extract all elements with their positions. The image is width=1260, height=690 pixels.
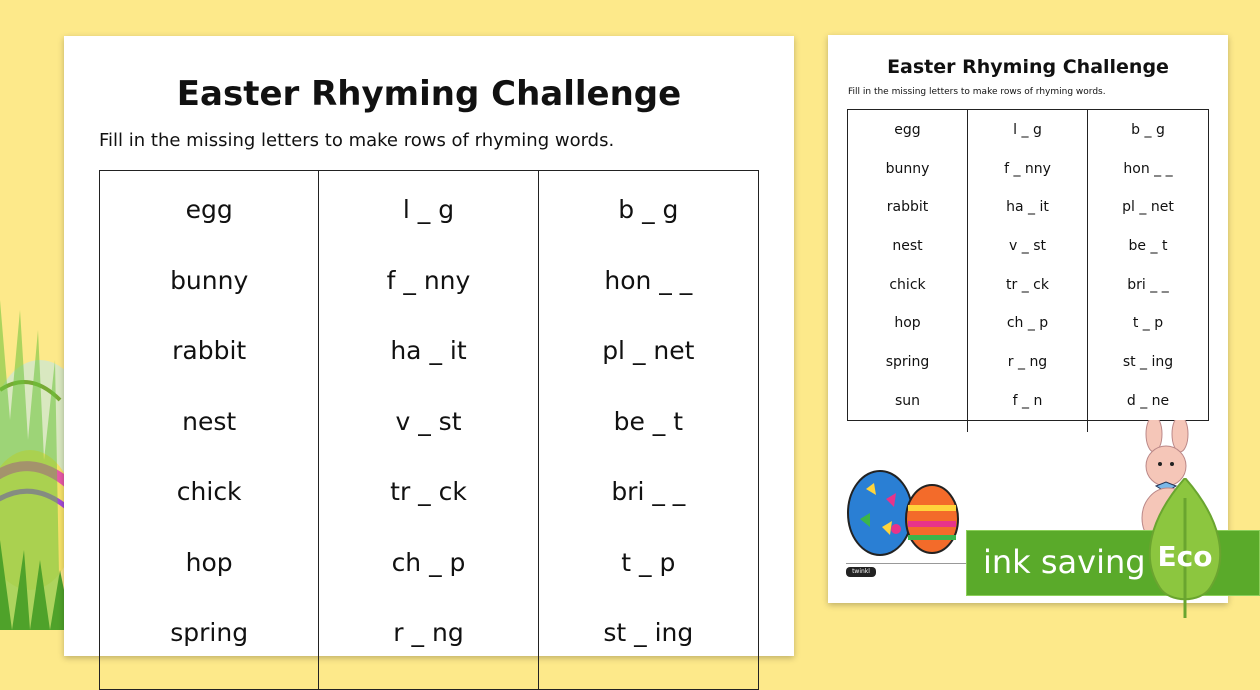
table-column — [539, 171, 758, 689]
table-cell: v _ st — [395, 406, 462, 436]
table-cell: r _ ng — [1007, 354, 1048, 371]
table-cell: f _ n — [1012, 392, 1043, 409]
rhyming-table — [99, 170, 759, 690]
ink-saving-label: ink saving — [983, 543, 1146, 581]
table-cell: r _ ng — [393, 618, 464, 647]
table-cell: hop — [894, 315, 921, 332]
table-cell: bri _ _ — [1127, 276, 1169, 293]
table-cell: v _ st — [1009, 238, 1046, 255]
table-cell: spring — [170, 618, 249, 647]
table-cell: tr _ ck — [1006, 276, 1049, 293]
table-cell: f _ nny — [1004, 160, 1051, 177]
table-cell: st _ ing — [603, 618, 694, 647]
table-cell: sun — [894, 392, 921, 409]
table-cell: nest — [892, 238, 923, 255]
table-cell: t _ p — [1132, 315, 1164, 332]
table-cell: rabbit — [886, 199, 929, 216]
table-cell: pl _ net — [1122, 199, 1174, 216]
table-column — [100, 171, 319, 689]
table-cell: pl _ net — [602, 336, 695, 365]
eco-label: Eco — [1157, 540, 1213, 573]
table-cell: rabbit — [172, 336, 247, 365]
thumbnail-title: Easter Rhyming Challenge — [887, 56, 1169, 78]
eco-leaf-icon — [1140, 478, 1230, 618]
table-cell: l _ g — [1013, 122, 1042, 138]
thumbnail-rhyming-table — [847, 109, 1209, 421]
table-cell: st _ ing — [1122, 354, 1174, 371]
table-cell: hon _ _ — [1123, 160, 1173, 177]
table-column — [1088, 110, 1208, 432]
table-cell: bunny — [885, 160, 930, 177]
table-cell: d _ ne — [1126, 392, 1170, 409]
table-cell: f _ nny — [386, 265, 471, 295]
table-cell: be _ t — [1128, 238, 1168, 255]
table-cell: ha _ it — [390, 336, 467, 365]
instructions: Fill in the missing letters to make rows of rhyming words. — [99, 130, 615, 151]
twinkl-logo: twinkl — [846, 567, 876, 577]
table-column — [968, 110, 1088, 432]
table-cell: nest — [182, 406, 237, 436]
table-cell: egg — [894, 122, 921, 138]
table-cell: l _ g — [402, 195, 455, 224]
table-cell: be _ t — [613, 406, 684, 436]
easter-eggs-illustration — [846, 469, 966, 559]
table-column — [848, 110, 968, 432]
table-cell: b _ g — [1131, 122, 1165, 138]
table-column — [319, 171, 538, 689]
table-cell: egg — [185, 195, 233, 224]
table-cell: chick — [889, 276, 926, 293]
table-cell: bri _ _ — [611, 477, 686, 506]
table-cell: spring — [885, 354, 930, 371]
table-cell: chick — [176, 477, 242, 506]
table-cell: t _ p — [621, 547, 676, 577]
page-title: Easter Rhyming Challenge — [176, 74, 682, 114]
table-cell: ch _ p — [391, 547, 466, 577]
table-cell: hon _ _ — [604, 265, 693, 295]
table-cell: bunny — [170, 265, 249, 295]
worksheet-large-preview — [64, 36, 794, 656]
table-cell: b _ g — [618, 195, 679, 224]
table-cell: tr _ ck — [390, 477, 467, 506]
thumbnail-instructions: Fill in the missing letters to make rows of rhyming words. — [848, 87, 1106, 97]
table-cell: ha _ it — [1006, 199, 1049, 216]
table-cell: hop — [185, 547, 233, 577]
table-cell: ch _ p — [1006, 315, 1049, 332]
